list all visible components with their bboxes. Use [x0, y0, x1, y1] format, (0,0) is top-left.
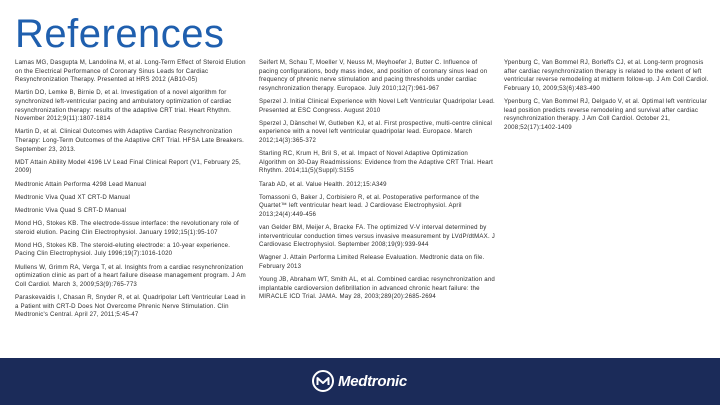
references-column-left	[15, 59, 251, 351]
reference-item: Tarab AD, et al. Value Health. 2012;15:A349	[259, 180, 387, 188]
references-column-middle	[259, 59, 496, 351]
reference-item: MDT Attain Ability Model 4196 LV Lead Final Clinical Report (V1, February 25, 2009)	[15, 158, 241, 175]
reference-item: Paraskevaidis I, Chasan R, Snyder R, et al. Quadripolar Left Ventricular Lead in a Patient with CRT-D Does Not Overcome Phrenic Nerve Stimulation. Clin Medtronic's Central. April 27, 2011;5:45-47	[15, 294, 246, 319]
reference-item: Martin DO, Lemke B, Birnie D, et al. Investigation of a novel algorithm for synchronized left-ventricular pacing and ambulatory optimization of cardiac resynchronization therapy: results of the adaptive CRT trial. Heart Rhythm. November 2012;9(11):1807-1814	[15, 89, 232, 123]
footer-bar	[0, 358, 720, 405]
reference-item: Ypenburg C, Van Bommel RJ, Borleffs CJ, et al. Long-term prognosis after cardiac resynchronization therapy is related to the extent of left ventricular reverse remodeling at midterm follow-up. J Am Coll Cardiol. February 10, 2009;53(6):483-490	[504, 59, 709, 92]
medtronic-logo-icon	[312, 370, 334, 392]
references-column-right	[504, 59, 714, 351]
logo-wordmark: Medtronic	[338, 372, 407, 390]
reference-item: Starling RC, Krum H, Bril S, et al. Impact of Novel Adaptive Optimization Algorithm on 30-Day Readmissions: Evidence from the Adaptive CRT Trial. Heart Rhythm. 2014;11(5)(Suppl):S155	[259, 150, 493, 175]
references-columns	[15, 59, 707, 351]
slide-title: References	[15, 12, 225, 56]
reference-item: Ypenburg C, Van Bommel RJ, Delgado V, et al. Optimal left ventricular lead position predicts reverse remodeling and survival after cardiac resynchronization therapy. J Am Coll Cardiol. October 21, 2008;52(17):1402-1409	[504, 97, 708, 131]
reference-item: Wagner J. Attain Performa Limited Release Evaluation. Medtronic data on file. February 2013	[259, 254, 485, 271]
reference-item: Young JB, Abraham WT, Smith AL, et al. Combined cardiac resynchronization and implantable cardioversion defibrillation in advanced chronic heart failure: the MIRACLE ICD Trial. JAMA. May 28, 2003;289(20):2685-2694	[259, 276, 496, 301]
reference-item: Medtronic Attain Performa 4298 Lead Manual	[15, 180, 147, 188]
reference-item: Mond HG, Stokes KB. The steroid-eluting electrode: a 10-year experience. Pacing Clin Electrophysiol. July 1996;19(7):1016-1020	[15, 241, 231, 258]
reference-item: Mullens W, Grimm RA, Verga T, et al. Insights from a cardiac resynchronization optimization clinic as part of a heart failure disease management program. J Am Coll Cardiol. March 3, 2009;53(9):765-773	[15, 263, 246, 288]
brand-logo	[312, 370, 407, 392]
reference-item: Medtronic Viva Quad S CRT-D Manual	[15, 206, 127, 214]
reference-item: Seifert M, Schau T, Moeller V, Neuss M, Meyhoefer J, Butter C. Influence of pacing configurations, body mass index, and position of coronary sinus lead on frequency of phrenic nerve stimulation and pacing thresholds under cardiac resynchronization therapy. Europace. July 2010;12(7):961-967	[259, 59, 488, 92]
reference-item: Mond HG, Stokes KB. The electrode-tissue interface: the revolutionary role of steroid elution. Pacing Clin Electrophysiol. January 1992;15(1):95-107	[15, 220, 239, 236]
reference-item: Sperzel J. Initial Clinical Experience with Novel Left Ventricular Quadripolar Lead. Presented at ESC Congress. August 2010	[259, 97, 495, 114]
reference-item: Martin D, et al. Clinical Outcomes with Adaptive Cardiac Resynchronization Therapy: Long-Term Outcomes of the Adaptive CRT Trial. HFSA Late Breakers. September 23, 2013.	[15, 128, 244, 153]
reference-item: Lamas MG, Dasgupta M, Landolina M, et al. Long-Term Effect of Steroid Elution on the Electrical Performance of Coronary Sinus Leads for Cardiac Resynchronization Therapy. Presented at HRS 2012 (AB10-05)	[15, 59, 246, 84]
reference-item: Sperzel J, Dänschel W, Gutleben KJ, et al. First prospective, multi-centre clinical experience with a novel left ventricular quadripolar lead. Europace. March 2012;14(3):365-372	[259, 119, 493, 144]
reference-item: Medtronic Viva Quad XT CRT-D Manual	[15, 193, 131, 201]
reference-item: van Gelder BM, Meijer A, Bracke FA. The optimized V-V interval determined by interventricular conduction times versus invasive measurement by LVdP/dtMAX. J Cardiovasc Electrophysiol. September 2008;19(9):939-944	[259, 224, 495, 249]
reference-item: Tomassoni G, Baker J, Corbisiero R, et al. Postoperative performance of the Quartet™ left ventricular heart lead. J Cardiovasc Electrophysiol. April 2013;24(4):449-456	[259, 193, 480, 218]
